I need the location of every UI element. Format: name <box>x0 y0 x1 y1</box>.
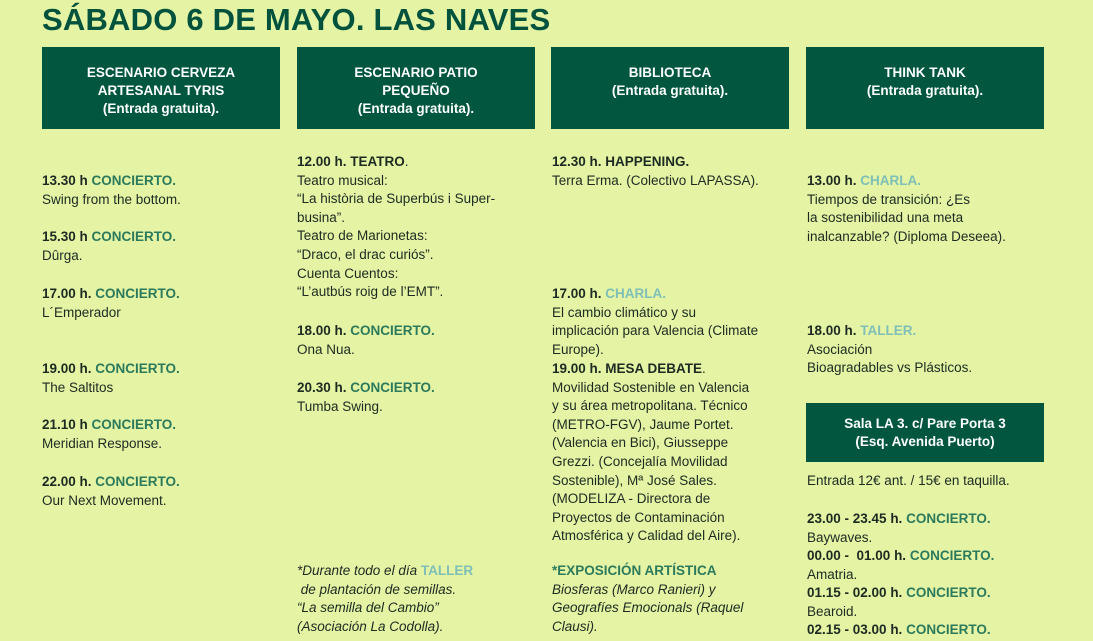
event-desc: L´Emperador <box>42 304 121 320</box>
charla-line: Tiempos de transición: ¿Es <box>807 191 971 207</box>
event-time: 19.00 h. MESA DEBATE <box>552 361 703 376</box>
event-kind: TALLER. <box>860 323 917 338</box>
event-kind: CHARLA. <box>605 286 667 301</box>
event-time: 12.30 h. HAPPENING. <box>552 154 690 169</box>
header-line: (Entrada gratuita). <box>866 83 984 98</box>
mesa-line: y su área metropolitana. Técnico <box>552 398 748 414</box>
event-item <box>297 379 435 416</box>
teatro-line: Cuenta Cuentos: <box>297 265 399 281</box>
event-desc: Tumba Swing. <box>297 398 383 414</box>
event-desc: Terra Erma. (Colectivo LAPASSA). <box>552 172 759 188</box>
event-item <box>807 510 991 547</box>
event-kind: CONCIERTO. <box>350 323 435 338</box>
header-line: ESCENARIO PATIO <box>354 65 478 80</box>
charla-block <box>807 172 1006 246</box>
event-kind: CONCIERTO. <box>95 286 180 301</box>
charla-block <box>552 285 758 359</box>
header-line: BIBLIOTECA <box>628 65 712 80</box>
event-time: 17.00 h. <box>42 286 92 301</box>
happening-block <box>552 153 759 190</box>
event-desc: Amatria. <box>807 566 858 582</box>
event-time: 18.00 h. <box>807 323 857 338</box>
event-time: 15.30 h <box>42 229 88 244</box>
event-kind: CONCIERTO. <box>95 361 180 376</box>
event-kind: CONCIERTO. <box>906 585 991 600</box>
mesa-line: (MODELIZA - Directora de <box>552 491 711 507</box>
entrada-text: Entrada 12€ ant. / 15€ en taquilla. <box>807 473 1010 488</box>
header-think-tank <box>806 47 1044 129</box>
mesa-line: (METRO-FGV), Jaume Portet. <box>552 416 734 432</box>
mesa-line: Movilidad Sostenible en Valencia <box>552 379 750 395</box>
event-time: 23.00 - 23.45 h. <box>807 511 903 526</box>
event-time: 01.15 - 02.00 h. <box>807 585 903 600</box>
mesa-line: Grezzi. (Concejalía Movilidad <box>552 453 728 469</box>
charla-line: la sostenibilidad una meta <box>807 210 964 226</box>
event-time: 12.00 h. TEATRO <box>297 154 405 169</box>
note-line: de plantación de semillas. <box>297 581 457 597</box>
event-time: 19.00 h. <box>42 361 92 376</box>
event-desc: The Saltitos <box>42 379 114 395</box>
event-kind: CONCIERTO. <box>91 417 177 432</box>
event-dot: . <box>404 154 409 169</box>
event-item <box>42 228 176 265</box>
teatro-line: Teatro de Marionetas: <box>297 228 428 244</box>
teatro-line: “L’autbús roig de l’EMT”. <box>297 284 444 300</box>
event-desc: Bearoid. <box>807 603 858 619</box>
event-desc: Meridian Response. <box>42 435 163 451</box>
teatro-line: busina”. <box>297 209 346 225</box>
charla-line: inalcanzable? (Diploma Deseea). <box>807 228 1006 244</box>
charla-line: implicación para Valencia (Climate <box>552 323 759 339</box>
header-line: (Entrada gratuita). <box>611 83 729 98</box>
event-time: 00.00 - 01.00 h. <box>807 548 907 563</box>
event-kind: CONCIERTO. <box>95 474 180 489</box>
event-item <box>42 416 176 453</box>
note-line: (Asociación La Codolla). <box>297 618 444 634</box>
event-kind: CONCIERTO. <box>909 548 995 563</box>
event-time: 13.30 h <box>42 173 88 188</box>
event-desc: Ona Nua. <box>297 341 355 357</box>
expo-line: Clausi). <box>552 618 598 634</box>
mesa-debate-block <box>552 360 749 546</box>
event-item <box>807 621 991 640</box>
event-time: 21.10 h <box>42 417 88 432</box>
teatro-block <box>297 153 495 302</box>
expo-line: Biosferas (Marco Ranieri) y <box>552 581 716 597</box>
event-kind: CONCIERTO. <box>906 511 991 526</box>
event-dot: . <box>702 361 706 376</box>
header-escenario-cerveza <box>42 47 280 129</box>
event-item <box>42 360 180 397</box>
header-escenario-patio <box>297 47 535 129</box>
taller-note <box>297 562 473 636</box>
event-time: 20.30 h. <box>297 380 347 395</box>
teatro-line: “Draco, el drac curiós”. <box>297 246 434 262</box>
note-keyword: TALLER <box>420 563 474 578</box>
event-item <box>42 473 180 510</box>
mesa-line: (Valencia en Bici), Giusseppe <box>552 435 729 451</box>
event-desc: Dûrga. <box>42 247 83 263</box>
event-kind: CONCIERTO. <box>906 622 991 637</box>
event-item <box>807 584 991 621</box>
header-line: THINK TANK <box>884 65 966 80</box>
event-kind: CONCIERTO. <box>91 173 177 188</box>
header-line: PEQUEÑO <box>382 83 450 98</box>
teatro-line: Teatro musical: <box>297 172 388 188</box>
event-time: 17.00 h. <box>552 286 602 301</box>
expo-line: Geografíes Emocionals (Raquel <box>552 600 744 616</box>
expo-title: *EXPOSICIÓN ARTÍSTICA <box>552 563 717 578</box>
taller-line: Asociación <box>807 341 873 357</box>
mesa-line: Sostenible), Mª José Sales. <box>552 472 717 488</box>
header-biblioteca <box>551 47 789 129</box>
event-item <box>807 547 994 584</box>
header-line: (Entrada gratuita). <box>357 101 475 116</box>
note-text: *Durante todo el día <box>297 563 418 578</box>
event-time: 02.15 - 03.00 h. <box>807 622 903 637</box>
taller-block <box>807 322 972 378</box>
event-desc: Baywaves. <box>807 529 873 545</box>
mesa-line: Atmosférica y Calidad del Aire). <box>552 528 741 544</box>
header-line: (Entrada gratuita). <box>102 101 220 116</box>
event-time: 22.00 h. <box>42 474 92 489</box>
header-line: ESCENARIO CERVEZA <box>86 65 236 80</box>
note-line: “La semilla del Cambio” <box>297 600 439 616</box>
event-item <box>42 172 181 209</box>
event-desc: Swing from the bottom. <box>42 191 181 207</box>
page-title: SÁBADO 6 DE MAYO. LAS NAVES <box>42 2 551 37</box>
taller-line: Bioagradables vs Plásticos. <box>807 360 973 376</box>
sala-line: Sala LA 3. c/ Pare Porta 3 <box>844 416 1006 431</box>
event-desc: Our Next Movement. <box>42 492 167 508</box>
mesa-line: Proyectos de Contaminación <box>552 509 725 525</box>
charla-line: Europe). <box>552 341 604 357</box>
event-time: 13.00 h. <box>807 173 857 188</box>
charla-line: El cambio climático y su <box>552 304 697 320</box>
event-item <box>42 285 180 322</box>
teatro-line: “La història de Superbús i Super- <box>297 191 496 207</box>
sala-la3-header <box>806 403 1044 462</box>
sala-line: (Esq. Avenida Puerto) <box>855 434 995 449</box>
event-kind: CHARLA. <box>860 173 922 188</box>
header-line: ARTESANAL TYRIS <box>97 83 225 98</box>
event-item <box>297 322 435 359</box>
event-kind: CONCIERTO. <box>350 380 435 395</box>
event-time: 18.00 h. <box>297 323 347 338</box>
event-kind: CONCIERTO. <box>91 229 177 244</box>
exposicion-block <box>552 562 743 636</box>
